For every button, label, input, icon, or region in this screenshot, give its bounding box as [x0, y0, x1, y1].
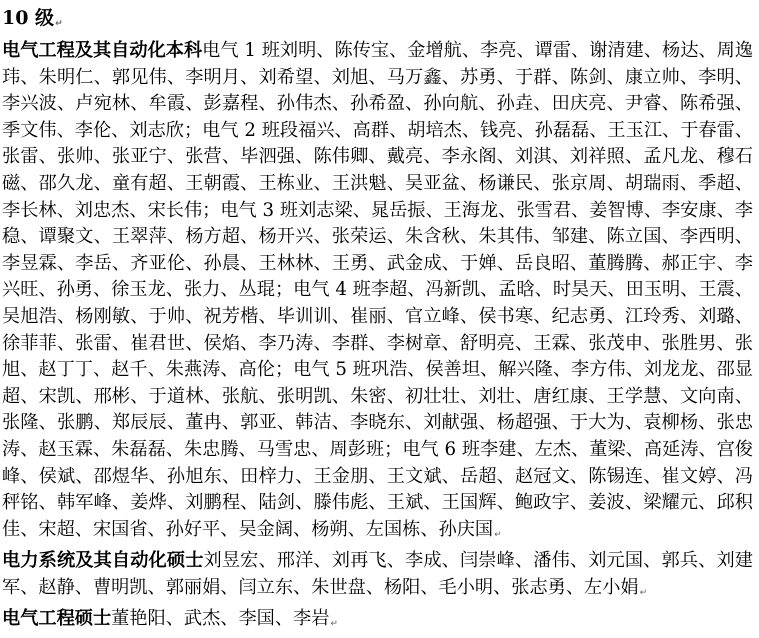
name-list: 刘昱宏、邢洋、刘再飞、李成、闫崇峰、潘伟、刘元国、郭兵、刘建军、赵静、曹明凯、郭丽娟、闫立东、朱世盘、杨阳、毛小明、张志勇、左小娟 — [2, 550, 753, 598]
grade-heading — [2, 4, 753, 38]
section-label: 电气工程及其自动化本科 — [2, 40, 203, 61]
section-label: 电力系统及其自动化硕士 — [2, 550, 204, 572]
paragraph-mark-icon: ↵ — [330, 619, 338, 630]
section-label: 电气工程硕士 — [2, 608, 112, 630]
name-list: 董艳阳、武杰、李国、李岩 — [111, 608, 330, 630]
electrical-engineering-masters-paragraph — [2, 606, 753, 638]
paragraph-mark-icon: ↵ — [639, 587, 648, 598]
paragraph-mark-icon: ↵ — [55, 19, 63, 29]
grade-heading-text: 10 级 — [2, 7, 55, 29]
paragraph-mark-icon: ↵ — [494, 529, 502, 540]
undergraduate-paragraph — [2, 38, 753, 548]
power-systems-masters-paragraph — [2, 548, 753, 606]
name-list: 电气 1 班刘明、陈传宝、金增航、李亮、谭雷、谢清建、杨达、周逸玮、朱明仁、郭见伟、李明月、刘希望、刘旭、马万鑫、苏勇、于群、陈剑、康立帅、李明、李兴波、卢宛林、牟霞、彭嘉程、孙伟杰、孙希盈、孙向航、孙垚、田庆亮、尹睿、陈希强、季文伟、李伦、刘志欣；电气 2 班段福兴、高群、胡培杰、钱亮、孙磊磊、王玉江、于春雷、张雷、张帅、张亚宁、张营、毕泗强、陈伟卿、戴亮、李永阁、刘淇、刘祥照、孟凡龙、穆石磁、邵久龙、童有超、王朝霞、王栋业、王洪魁、吴亚盆、杨谦民、张京周、胡瑞雨、季超、李长林、刘忠杰、宋长伟；电气 3 班刘志梁、晁岳振、王海龙、张雪君、姜智博、李安康、李稳、谭聚文、王翠萍、杨方超、杨开兴、张荣运、朱含秋、朱其伟、邹建、陈立国、李西明、李昱霖、李岳、齐亚伦、孙晨、王林林、王勇、武金成、于婵、岳良昭、董腾腾、郝正宇、李兴旺、孙勇、徐玉龙、张力、丛琨；电气 4 班李超、冯新凯、孟晗、时昊天、田玉明、王震、吴旭浩、杨刚敏、于帅、祝芳楷、毕训训、崔丽、官立峰、侯书寒、纪志勇、江玲秀、刘璐、徐菲菲、张雷、崔君世、侯焰、李乃涛、李群、李树章、舒明亮、王霖、张茂申、张胜男、张旭、赵丁丁、赵千、朱燕涛、高伦；电气 5 班巩浩、侯善坦、解兴隆、李方伟、刘龙龙、邵显超、宋凯、邢彬、于道林、张航、张明凯、朱密、初壮壮、刘壮、唐红康、王学慧、文向南、张隆、张鹏、郑辰辰、董冉、郭亚、韩洁、李晓东、刘献强、杨超强、于大为、袁柳杨、张忠涛、赵玉霖、朱磊磊、朱忠腾、马雪忠、周彭班；电气 6 班李建、左杰、董梁、高延涛、宫俊峰、侯斌、邵煜华、孙旭东、田梓力、王金朋、王文斌、岳超、赵冠文、陈锡连、崔文婷、冯秤铭、韩军峰、姜烨、刘鹏程、陆剑、滕伟彪、王斌、王国辉、鲍政宇、姜波、梁耀元、邱积佳、宋超、宋国省、孙好平、吴金阔、杨朔、左国栋、孙庆国 — [2, 40, 753, 540]
